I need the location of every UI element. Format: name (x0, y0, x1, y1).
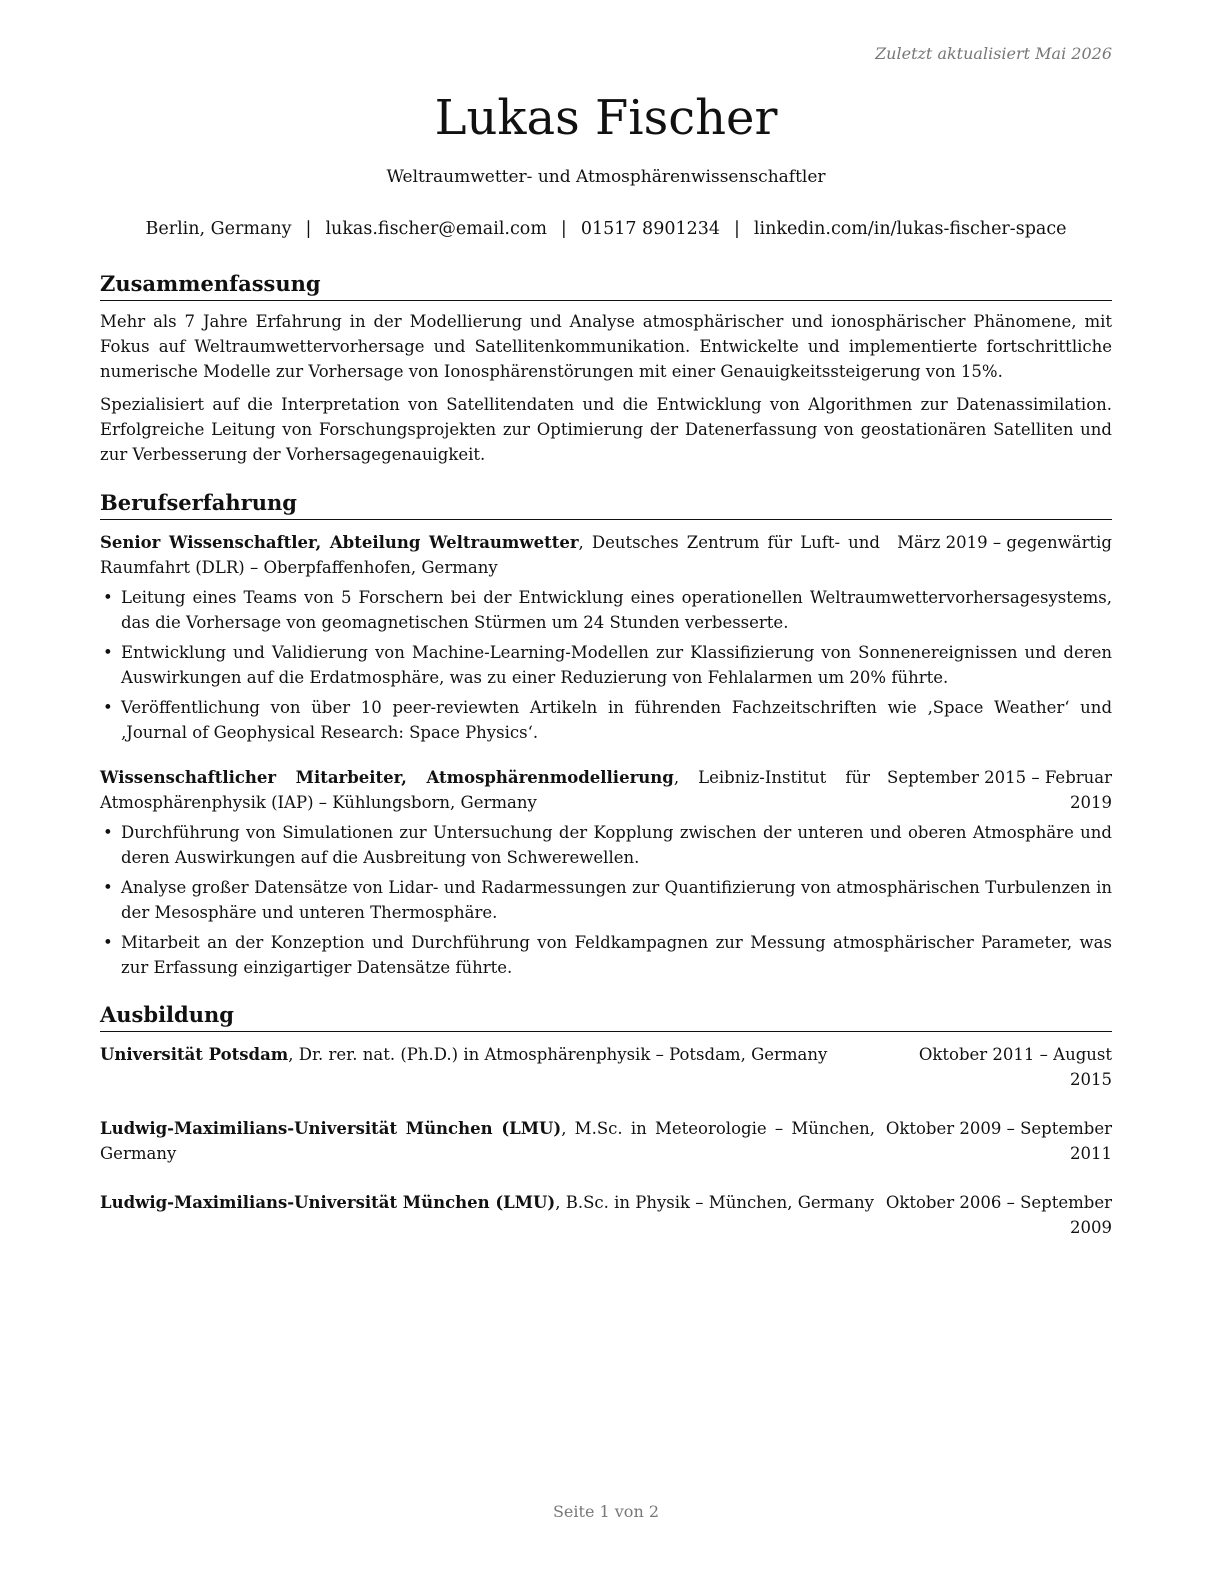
contact-location: Berlin, Germany (145, 219, 292, 239)
education-entry (100, 1042, 1112, 1092)
section-title-education: Ausbildung (100, 1001, 1112, 1032)
education-entry-title (100, 1116, 875, 1166)
education-dates: Oktober 2011 – August 2015 (918, 1045, 1112, 1089)
education-degree: , B.Sc. in Physik – München, Germany (555, 1193, 874, 1212)
bullet-text: Analyse großer Datensätze von Lidar- und Radarmessungen zur Quantifizierung von atmosphärischen Turbulenzen in der Mesosphäre und unteren Thermosphäre. (121, 878, 1112, 922)
education-degree: , Dr. rer. nat. (Ph.D.) in Atmosphärenphysik – Potsdam, Germany (288, 1045, 828, 1064)
experience-organization: , Leibniz-Institut für Atmosphärenphysik (IAP) – Kühlungsborn, Germany (100, 768, 871, 812)
list-item (100, 585, 1112, 635)
list-item (100, 820, 1112, 870)
resume-page (100, 0, 1112, 1584)
experience-dates: März 2019 – gegenwärtig (897, 533, 1112, 552)
education-entry (100, 1116, 1112, 1166)
contact-linkedin[interactable]: linkedin.com/in/lukas-fischer-space (753, 219, 1067, 239)
bullet-text: Leitung eines Teams von 5 Forschern bei der Entwicklung eines operationellen Weltraumwettervorhersagesystems, das die Vorhersage von geomagnetischen Stürmen um 24 Stunden verbesserte. (121, 588, 1112, 632)
contact-email[interactable]: lukas.fischer@email.com (325, 219, 547, 239)
experience-dates: September 2015 – Februar 2019 (887, 768, 1112, 812)
experience-bullets (100, 820, 1112, 980)
education-entry-title (100, 1042, 870, 1067)
list-item (100, 930, 1112, 980)
last-updated-note: Zuletzt aktualisiert Mai 2026 (875, 44, 1112, 63)
education-school: Ludwig-Maximilians-Universität München (LMU) (100, 1193, 556, 1212)
bullet-icon: • (103, 643, 113, 662)
section-title-summary: Zusammenfassung (100, 270, 1112, 301)
contact-separator: | (560, 219, 567, 239)
bullet-text: Entwicklung und Validierung von Machine-Learning-Modellen zur Klassifizierung von Sonnenereignissen und deren Auswirkungen auf die Erdatmosphäre, was zu einer Reduzierung von Fehlalarmen um 20% führte. (121, 643, 1112, 687)
summary-section (100, 270, 1112, 467)
experience-entry-title (100, 765, 870, 815)
education-degree: , M.Sc. in Meteorologie – München, Germany (100, 1119, 875, 1163)
bullet-text: Veröffentlichung von über 10 peer-reviewten Artikeln in führenden Fachzeitschriften wie ‚Space Weather‘ und ‚Journal of Geophysical Research: Space Physics‘. (121, 698, 1112, 742)
contact-separator: | (305, 219, 312, 239)
bullet-icon: • (103, 698, 113, 717)
summary-paragraph: Mehr als 7 Jahre Erfahrung in der Modellierung und Analyse atmosphärischer und ionosphärischer Phänomene, mit Fokus auf Weltraumwettervorhersage und Satellitenkommunikation. Entwickelte und implementierte fortschrittliche numerische Modelle zur Vorhersage von Ionosphärenstörungen mit einer Genauigkeitssteigerung von 15%. (100, 312, 1112, 381)
list-item (100, 640, 1112, 690)
candidate-name: Lukas Fischer (434, 90, 778, 146)
contact-phone: 01517 8901234 (580, 219, 720, 239)
education-school: Universität Potsdam (100, 1045, 289, 1064)
education-section (100, 1001, 1112, 1240)
education-school: Ludwig-Maximilians-Universität München (LMU) (100, 1119, 562, 1138)
page-number: Seite 1 von 2 (552, 1502, 660, 1521)
experience-entry (100, 530, 1112, 745)
bullet-icon: • (103, 588, 113, 607)
summary-paragraph: Spezialisiert auf die Interpretation von Satellitendaten und die Entwicklung von Algorithmen zur Datenassimilation. Erfolgreiche Leitung von Forschungsprojekten zur Optimierung der Datenerfassung von geostationären Satelliten und zur Verbesserung der Vorhersagegenauigkeit. (100, 395, 1112, 464)
education-entry-title (100, 1190, 875, 1215)
section-title-experience: Berufserfahrung (100, 489, 1112, 520)
education-entry (100, 1190, 1112, 1240)
list-item (100, 875, 1112, 925)
list-item (100, 695, 1112, 745)
bullet-icon: • (103, 878, 113, 897)
education-dates: Oktober 2006 – September 2009 (885, 1193, 1112, 1237)
bullet-icon: • (103, 933, 113, 952)
contact-line (100, 219, 1112, 239)
experience-section (100, 489, 1112, 985)
education-entry-header (100, 1116, 1112, 1166)
experience-entry-title (100, 530, 880, 580)
candidate-headline: Weltraumwetter- und Atmosphärenwissenschaftler (386, 167, 826, 187)
education-entry-header (100, 1190, 1112, 1240)
experience-role: Wissenschaftlicher Mitarbeiter, Atmosphärenmodellierung (100, 768, 674, 787)
education-entry-header (100, 1042, 1112, 1092)
experience-bullets (100, 585, 1112, 745)
education-dates: Oktober 2009 – September 2011 (885, 1119, 1112, 1163)
bullet-icon: • (103, 823, 113, 842)
contact-separator: | (734, 219, 740, 239)
bullet-text: Mitarbeit an der Konzeption und Durchführung von Feldkampagnen zur Messung atmosphärischer Parameter, was zur Erfassung einzigartiger Datensätze führte. (121, 933, 1112, 977)
experience-entry-header (100, 530, 1112, 580)
experience-entry-header (100, 765, 1112, 815)
experience-entry (100, 765, 1112, 980)
experience-organization: , Deutsches Zentrum für Luft- und Raumfahrt (DLR) – Oberpfaffenhofen, Germany (100, 533, 880, 577)
experience-role: Senior Wissenschaftler, Abteilung Weltraumwetter (100, 533, 579, 552)
bullet-text: Durchführung von Simulationen zur Untersuchung der Kopplung zwischen der unteren und oberen Atmosphäre und deren Auswirkungen auf die Ausbreitung von Schwerewellen. (121, 823, 1112, 867)
